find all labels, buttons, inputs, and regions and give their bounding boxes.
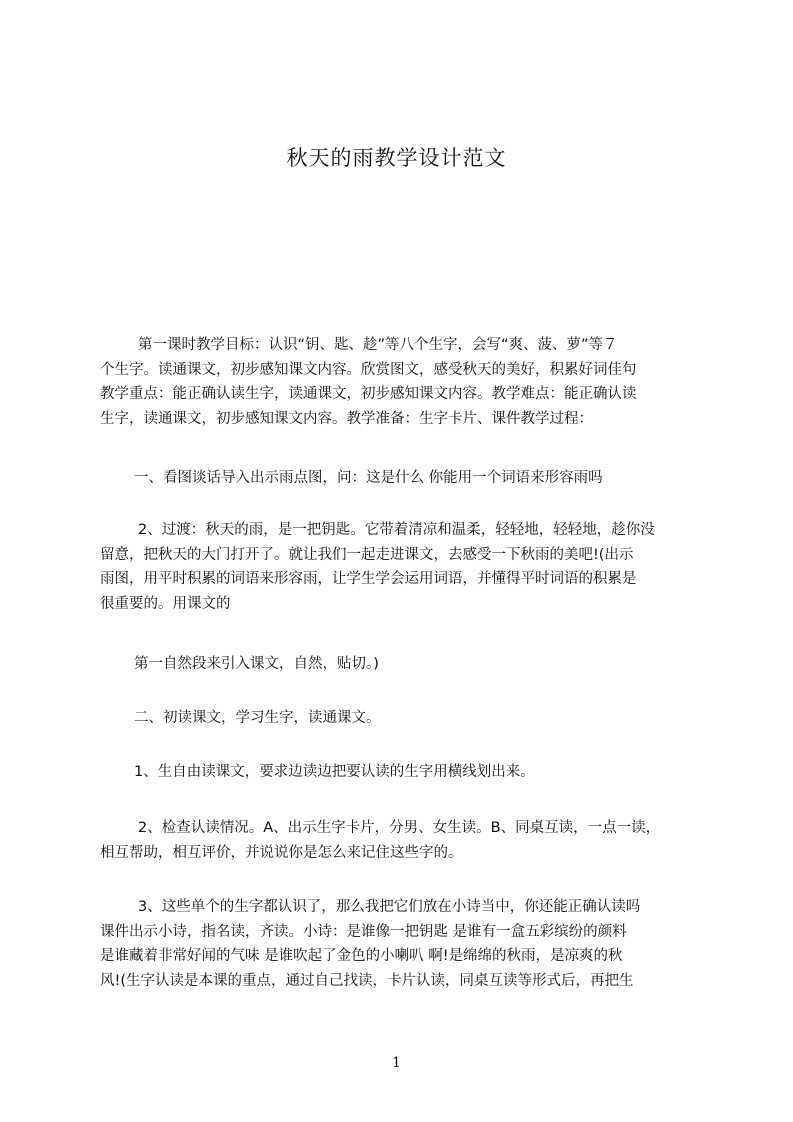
paragraph-step-two	[100, 816, 708, 865]
document-title: 秋天的雨教学设计范文	[286, 146, 507, 170]
text-line: 课件出示小诗，指名读，齐读。小诗：是谁像一把钥匙 是谁有一盒五彩缤纷的颜料	[100, 923, 627, 940]
text-line: 第一课时教学目标：认识“钥、匙、趁”等八个生字，会写“爽、菠、萝”等７	[138, 337, 618, 353]
text-line: 个生字。读通课文，初步感知课文内容。欣赏图文，感受秋天的美好，积累好词佳句	[100, 361, 637, 378]
text-line: 二、初读课文，学习生字，读通课文。	[134, 710, 381, 726]
text-line: 风!(生字认读是本课的重点，通过自己找读，卡片认读，同桌互读等形式后，再把生	[100, 972, 634, 989]
paragraph-section-one	[100, 466, 708, 491]
text-line: 是谁藏着非常好闻的气味 是谁吹起了金色的小喇叭 啊!是绵绵的秋雨，是凉爽的秋	[100, 948, 623, 964]
text-line: 2、过渡：秋天的雨，是一把钥匙。它带着清凉和温柔，轻轻地，轻轻地，趁你没	[138, 522, 655, 538]
text-line: 一、看图谈话导入出示雨点图，问：这是什么 你能用一个词语来形容雨吗	[134, 470, 603, 486]
text-line: 留意，把秋天的大门打开了。就让我们一起走进课文，去感受一下秋雨的美吧!(出示	[100, 546, 634, 563]
paragraph-section-two	[100, 706, 708, 731]
paragraph-teaching-goals	[100, 333, 708, 431]
paragraph-step-one	[100, 760, 708, 785]
text-line: 第一自然段来引入课文，自然，贴切。)	[134, 656, 379, 672]
text-line: 很重要的。用课文的	[100, 595, 231, 612]
text-line: 相互帮助，相互评价，并说说你是怎么来记住这些字的。	[100, 844, 463, 861]
text-line: 3、这些单个的生字都认识了，那么我把它们放在小诗当中，你还能正确认读吗	[138, 899, 641, 915]
text-line: 生字，读通课文，初步感知课文内容。教学准备：生字卡片、课件教学过程：	[100, 410, 593, 427]
paragraph-transition	[100, 518, 708, 616]
text-line: 教学重点：能正确认读生字，读通课文，初步感知课文内容。教学难点：能正确认读	[100, 386, 637, 402]
text-line: 1、生自由读课文，要求边读边把要认读的生字用横线划出来。	[134, 764, 535, 780]
text-line: 雨图，用平时积累的词语来形容雨，让学生学会运用词语，并懂得平时词语的积累是	[100, 571, 637, 587]
text-line: 2、检查认读情况。A、出示生字卡片，分男、女生读。B、同桌互读，一点一读，	[138, 820, 661, 836]
paragraph-intro-note	[100, 652, 708, 677]
page-number: 1	[392, 1055, 401, 1071]
paragraph-step-three	[100, 895, 708, 993]
